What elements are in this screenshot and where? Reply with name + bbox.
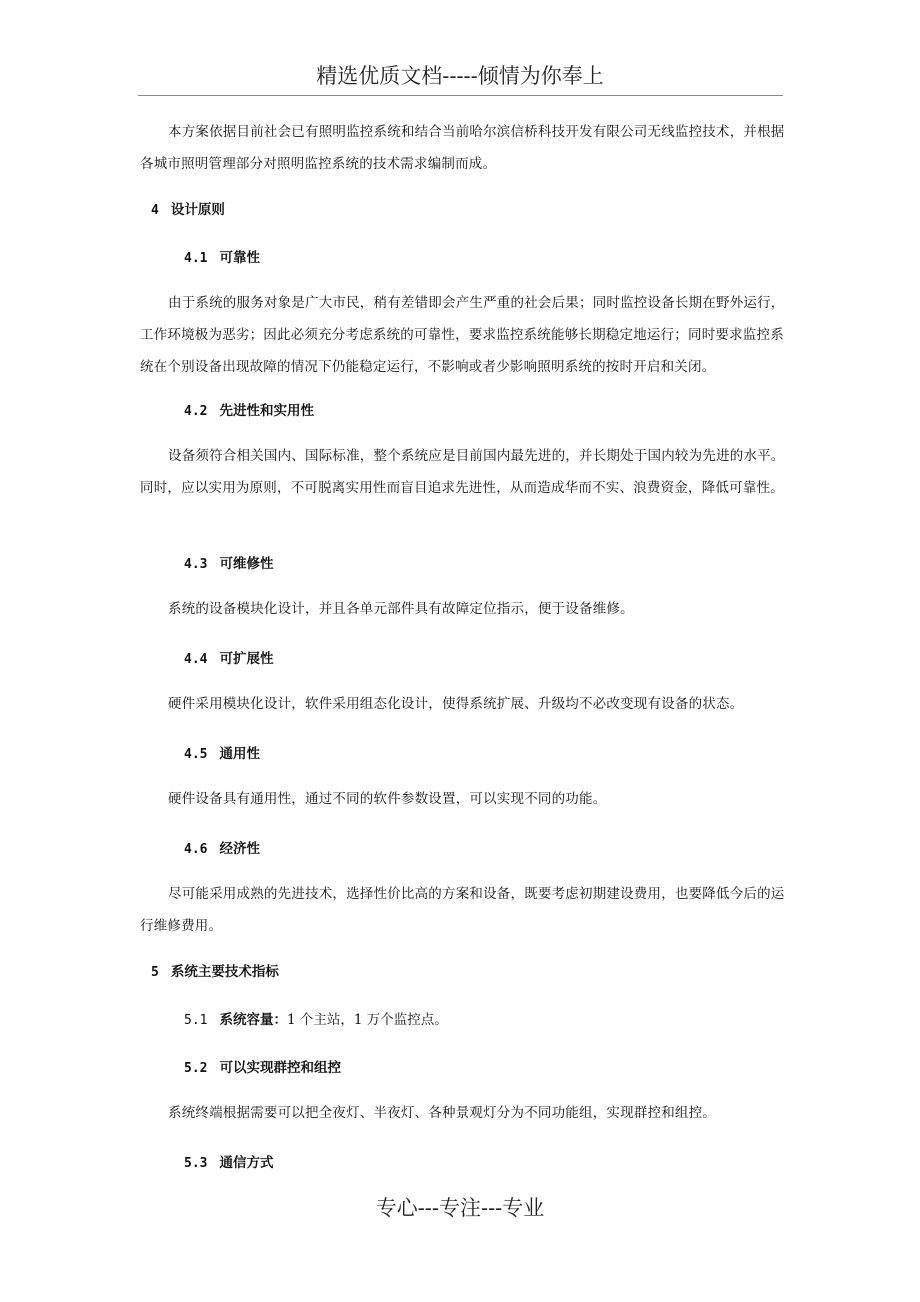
section-title: 可扩展性 — [219, 651, 274, 667]
section-title: 可靠性 — [219, 250, 260, 266]
section-number: 4.1 — [184, 251, 208, 266]
section-4-1-text: 由于系统的服务对象是广大市民，稍有差错即会产生严重的社会后果；同时监控设备长期在野外运行，工作环境极为恶劣；因此必须充分考虑系统的可靠性，要求监控系统能够长期稳定地运行；同时要求监控系统在个别设备出现故障的情况下仍能稳定运行，不影响或者少影响照明系统的按时开启和关闭。 — [140, 295, 785, 375]
section-number: 4 — [151, 203, 159, 218]
system-capacity-value: 1 个主站，1 万个监控点。 — [286, 1012, 448, 1028]
section-4-5-text: 硬件设备具有通用性，通过不同的软件参数设置，可以实现不同的功能。 — [168, 791, 607, 807]
section-5-2-heading — [184, 1058, 341, 1079]
page-footer-text: 专心---专注---专业 — [375, 1196, 545, 1220]
section-number: 4.5 — [184, 747, 208, 762]
section-title: 先进性和实用性 — [219, 403, 314, 419]
section-4-3-text: 系统的设备模块化设计，并且各单元部件具有故障定位指示，便于设备维修。 — [168, 601, 634, 617]
section-title: 设计原则 — [170, 202, 225, 218]
section-4-4-text: 硬件采用模块化设计，软件采用组态化设计，使得系统扩展、升级均不必改变现有设备的状态。 — [168, 696, 744, 712]
page-header-title: 精选优质文档-----倾情为你奉上 — [316, 64, 604, 88]
section-number: 5.3 — [184, 1156, 208, 1171]
section-title: 系统主要技术指标 — [170, 964, 279, 980]
section-4-heading — [151, 200, 225, 221]
section-number: 5 — [151, 965, 159, 980]
section-4-2-text: 设备须符合相关国内、国际标准，整个系统应是目前国内最先进的，并长期处于国内较为先进的水平。同时，应以实用为原则，不可脱离实用性而盲目追求先进性，从而造成华而不实、浪费资金，降低可靠性。 — [140, 448, 785, 496]
section-number: 5.1 — [184, 1013, 208, 1028]
section-4-3-heading — [184, 554, 273, 575]
section-4-1-heading — [184, 248, 260, 269]
section-4-4-heading — [184, 649, 273, 670]
system-capacity-label: 系统容量： — [219, 1012, 287, 1028]
section-title: 通信方式 — [219, 1155, 274, 1171]
section-4-6-text: 尽可能采用成熟的先进技术，选择性价比高的方案和设备，既要考虑初期建设费用，也要降低今后的运行维修费用。 — [140, 886, 785, 934]
section-title: 可维修性 — [219, 556, 274, 572]
section-number: 4.4 — [184, 652, 208, 667]
section-4-6-heading — [184, 839, 260, 860]
intro-paragraph: 本方案依据目前社会已有照明监控系统和结合当前哈尔滨信桥科技开发有限公司无线监控技术，并根据各城市照明管理部分对照明监控系统的技术需求编制而成。 — [140, 124, 785, 172]
section-title: 经济性 — [219, 841, 260, 857]
section-number: 4.6 — [184, 842, 208, 857]
section-4-2-heading — [184, 401, 314, 422]
section-5-2-text: 系统终端根据需要可以把全夜灯、半夜灯、各种景观灯分为不同功能组，实现群控和组控。 — [168, 1105, 716, 1121]
section-number: 4.3 — [184, 557, 208, 572]
section-title: 可以实现群控和组控 — [219, 1060, 341, 1076]
section-title: 通用性 — [219, 746, 260, 762]
section-5-3-heading — [184, 1153, 273, 1174]
section-5-1-line — [184, 1010, 448, 1031]
header-divider — [138, 95, 783, 96]
section-4-5-heading — [184, 744, 260, 765]
section-number: 4.2 — [184, 404, 208, 419]
section-5-heading — [151, 962, 279, 983]
section-number: 5.2 — [184, 1061, 208, 1076]
